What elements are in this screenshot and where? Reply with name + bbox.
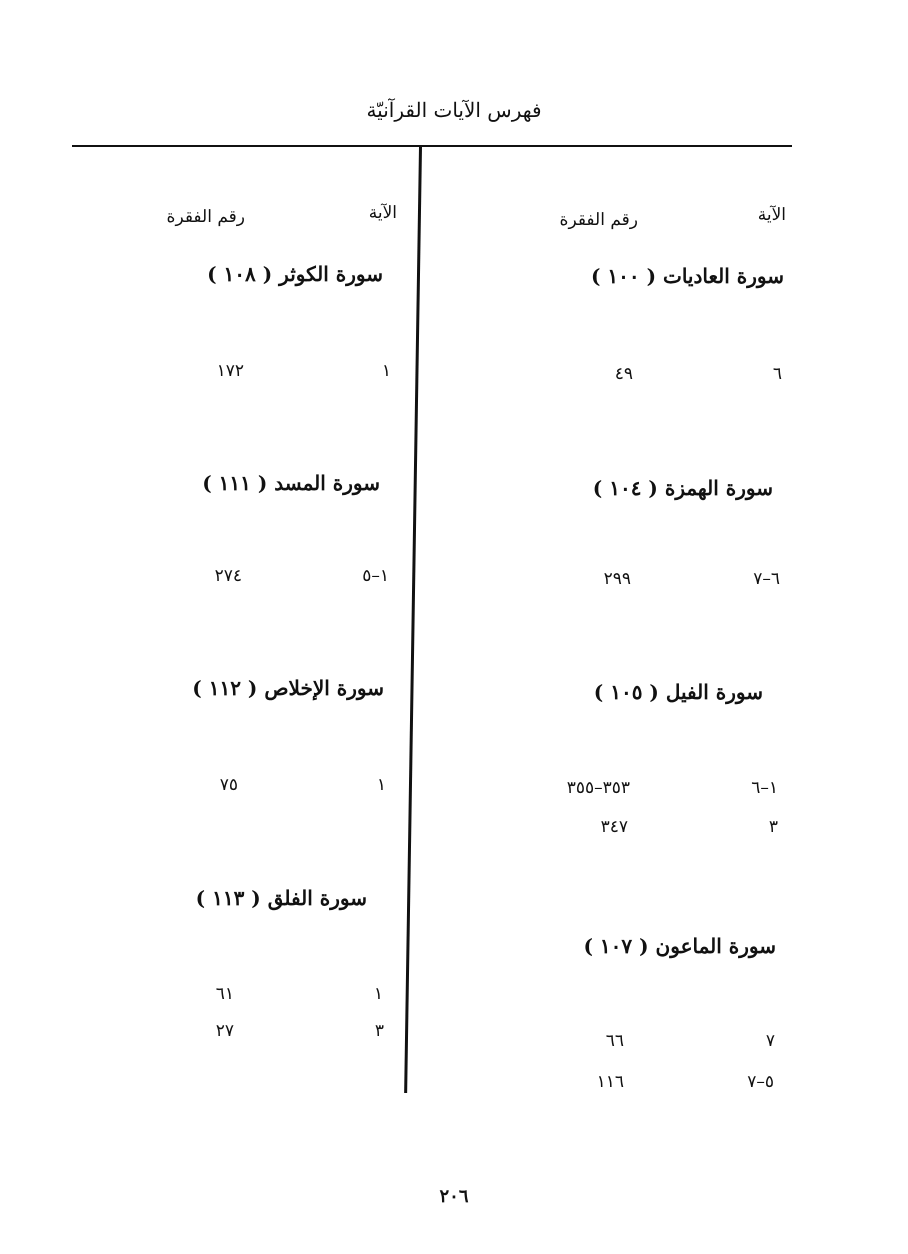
paragraph-number: ٣٤٧ — [600, 817, 628, 837]
surah-heading: سورة الماعون ( ١٠٧ ) — [583, 934, 776, 958]
ayah-number: ١–٦ — [751, 778, 778, 798]
column-header-ayah: الآية — [757, 205, 786, 225]
paragraph-number: ١١٦ — [596, 1072, 624, 1092]
column-header-ayah: الآية — [368, 203, 397, 223]
paragraph-number: ٦١ — [215, 984, 234, 1004]
ayah-number: ١ — [381, 361, 391, 381]
ayah-number: ٦ — [772, 364, 782, 384]
ayah-number: ٣ — [768, 817, 778, 837]
ayah-number: ١ — [373, 984, 383, 1004]
surah-heading: سورة العاديات ( ١٠٠ ) — [590, 264, 784, 288]
ayah-number: ١–٥ — [362, 566, 389, 586]
paragraph-number: ١٧٢ — [216, 361, 244, 381]
ayah-number: ٦–٧ — [753, 569, 780, 589]
paragraph-number: ٢٧٤ — [214, 566, 242, 586]
column-divider — [404, 147, 422, 1093]
paragraph-number: ٣٥٣–٣٥٥ — [566, 778, 630, 798]
page-title: فهرس الآيات القرآنيّة — [366, 98, 542, 122]
paragraph-number: ٧٥ — [219, 775, 238, 795]
surah-heading: سورة المسد ( ١١١ ) — [202, 471, 380, 495]
paragraph-number: ٢٩٩ — [603, 569, 631, 589]
column-header-paragraph: رقم الفقرة — [559, 210, 638, 230]
surah-heading: سورة الهمزة ( ١٠٤ ) — [592, 476, 773, 500]
header-rule — [72, 145, 792, 147]
paragraph-number: ٢٧ — [215, 1021, 234, 1041]
surah-heading: سورة الكوثر ( ١٠٨ ) — [207, 262, 383, 286]
column-header-paragraph: رقم الفقرة — [166, 207, 245, 227]
surah-heading: سورة الفيل ( ١٠٥ ) — [593, 680, 763, 704]
page-number: ٢٠٦ — [439, 1186, 469, 1207]
ayah-number: ٣ — [374, 1021, 384, 1041]
paragraph-number: ٤٩ — [614, 364, 633, 384]
paragraph-number: ٦٦ — [605, 1031, 624, 1051]
ayah-number: ٥–٧ — [747, 1072, 774, 1092]
surah-heading: سورة الفلق ( ١١٣ ) — [195, 886, 367, 910]
ayah-number: ٧ — [765, 1031, 775, 1051]
surah-heading: سورة الإخلاص ( ١١٢ ) — [192, 676, 384, 700]
ayah-number: ١ — [376, 775, 386, 795]
